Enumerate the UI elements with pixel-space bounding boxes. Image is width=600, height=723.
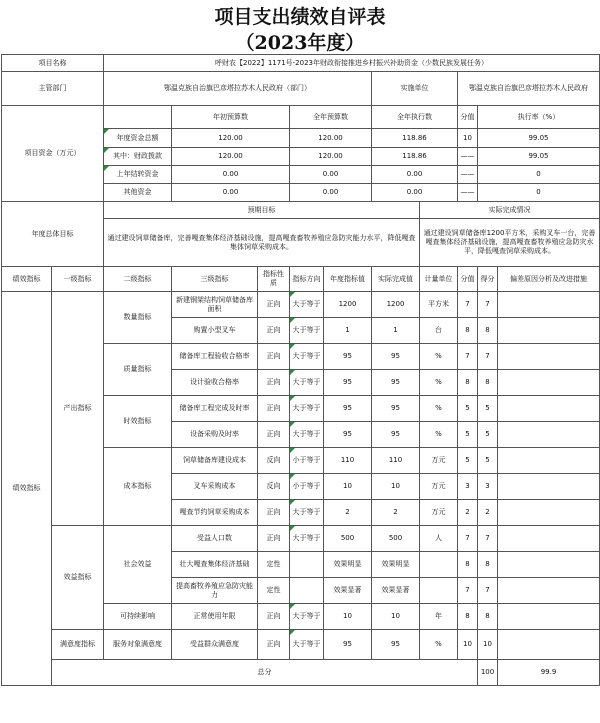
indicator-actual: 效果显著 [372,578,420,604]
funds-row-exec: 0.00 [372,184,458,202]
indicator-name: 正常使用年限 [172,604,258,630]
indicator-row [2,292,600,318]
funds-row-score: —— [458,184,478,202]
indicator-direction: 大于等于 [290,422,324,448]
indicator-unit: 年 [420,604,458,630]
indicator-target: 95 [324,630,372,660]
indicator-target: 500 [324,526,372,552]
indicator-actual: 110 [372,448,420,474]
indicator-target: 110 [324,448,372,474]
indicator-grade: 2 [478,500,498,526]
indicator-note [498,552,600,578]
indicator-target: 95 [324,370,372,396]
indicator-header-perf: 绩效指标 [2,267,52,292]
funds-row-budget-year: 0.00 [172,166,290,184]
funds-header-rate: 执行率（%） [478,106,600,129]
indicator-score: 7 [458,578,478,604]
funds-row-exec: 118.86 [372,129,458,148]
indicator-direction: 小于等于 [290,474,324,500]
indicator-direction: 大于等于 [290,396,324,422]
level2-quality: 质量指标 [104,344,172,396]
funds-row-budget-year: 120.00 [172,129,290,148]
funds-header-row [2,106,600,129]
indicator-target: 95 [324,344,372,370]
indicator-name: 新建钢架结构饲草储备库面积 [172,292,258,318]
dept-value: 鄂温克族自治旗巴彦塔拉苏木人民政府（部门） [104,72,372,106]
indicator-name: 储备库工程验收合格率 [172,344,258,370]
funds-header-score: 分值 [458,106,478,129]
indicator-nature: 正向 [258,292,290,318]
funds-row-name: 其中：财政拨款 [104,148,172,166]
indicator-target: 95 [324,396,372,422]
project-name-row [2,55,600,72]
funds-row-budget-full: 120.00 [290,129,372,148]
indicator-name: 购置小型叉车 [172,318,258,344]
level2-service: 服务对象满意度 [104,630,172,660]
indicator-score: 8 [458,552,478,578]
indicator-target: 1 [324,318,372,344]
indicator-target: 效果明显 [324,552,372,578]
indicator-grade: 7 [478,344,498,370]
indicator-note [498,578,600,604]
unit-label: 实施单位 [372,72,458,106]
indicator-unit: 台 [420,318,458,344]
level2-cost: 成本指标 [104,448,172,526]
goals-expected-label: 预期目标 [104,202,420,219]
indicator-score: 8 [458,318,478,344]
level2-sustainable: 可持续影响 [104,604,172,630]
indicator-direction: 大于等于 [290,370,324,396]
funds-label: 项目资金（万元） [2,106,104,202]
indicator-nature: 正向 [258,422,290,448]
indicator-grade: 8 [478,604,498,630]
indicator-actual: 1 [372,318,420,344]
total-label: 总分 [52,660,478,686]
indicator-unit: % [420,396,458,422]
indicator-name: 受益人口数 [172,526,258,552]
indicator-score: 8 [458,604,478,630]
goals-actual-label: 实际完成情况 [420,202,600,219]
indicator-header-nature: 指标性质 [258,267,290,292]
funds-row-budget-year: 0.00 [172,184,290,202]
indicator-actual: 1200 [372,292,420,318]
level2-social: 社会效益 [104,526,172,604]
indicator-header-level3: 三级指标 [172,267,258,292]
indicator-note [498,370,600,396]
indicator-score: 7 [458,344,478,370]
indicator-header-level1: 一级指标 [52,267,104,292]
indicator-grade: 5 [478,396,498,422]
indicator-grade: 7 [478,292,498,318]
indicator-target: 效果显著 [324,578,372,604]
indicator-name: 提高畜牧养殖应急防灾能力 [172,578,258,604]
indicator-target: 2 [324,500,372,526]
indicator-grade: 5 [478,448,498,474]
unit-value: 鄂温克族自治旗巴彦塔拉苏木人民政府 [458,72,600,106]
indicator-target: 95 [324,422,372,448]
indicator-unit: % [420,344,458,370]
indicator-note [498,396,600,422]
indicator-unit [420,578,458,604]
indicator-direction: 大于等于 [290,344,324,370]
indicator-nature: 正向 [258,630,290,660]
funds-row-rate: 99.05 [478,148,600,166]
goals-actual: 通过建设饲草储备库1200平方米，采购叉车一台，完善嘎查集体经济基础设施，提高嘎查畜牧养殖应急防灾水平，降低嘎查饲草采购成本。 [420,219,600,267]
indicator-note [498,500,600,526]
total-row [2,660,600,686]
indicator-header-row [2,267,600,292]
indicator-actual: 95 [372,396,420,422]
funds-row-name: 其他资金 [104,184,172,202]
indicator-unit: 万元 [420,448,458,474]
indicator-name: 壮大嘎查集体经济基础 [172,552,258,578]
indicator-score: 3 [458,474,478,500]
indicator-name: 饲草储备库建设成本 [172,448,258,474]
indicator-header-target: 年度指标值 [324,267,372,292]
indicator-actual: 10 [372,474,420,500]
indicator-nature: 正向 [258,344,290,370]
funds-row-exec: 118.86 [372,148,458,166]
level0-perf: 绩效指标 [2,292,52,686]
indicator-note [498,474,600,500]
funds-row-rate: 0 [478,166,600,184]
indicator-name: 设备采购及时率 [172,422,258,448]
funds-row-name: 年度资金总额 [104,129,172,148]
indicator-note [498,318,600,344]
indicator-actual: 95 [372,630,420,660]
indicator-nature: 反向 [258,448,290,474]
indicator-grade: 8 [478,318,498,344]
indicator-direction: 大于等于 [290,630,324,660]
indicator-unit: % [420,422,458,448]
funds-header-budget-year: 年初预算数 [172,106,290,129]
indicator-unit: 万元 [420,500,458,526]
indicator-target: 1200 [324,292,372,318]
indicator-note [498,448,600,474]
indicator-grade: 7 [478,578,498,604]
dept-label: 主管部门 [2,72,104,106]
indicator-grade: 10 [478,630,498,660]
indicator-actual: 效果明显 [372,552,420,578]
indicator-name: 叉车采购成本 [172,474,258,500]
indicator-score: 7 [458,526,478,552]
indicator-nature: 正向 [258,396,290,422]
dept-row [2,72,600,106]
indicator-nature: 正向 [258,318,290,344]
indicator-grade: 8 [478,552,498,578]
indicator-direction: 大于等于 [290,604,324,630]
indicator-actual: 10 [372,604,420,630]
project-name-value: 呼财农【2022】1171号-2023年财政衔接推进乡村振兴补助资金（少数民族发展任务） [104,55,600,72]
total-grade: 99.9 [498,660,600,686]
funds-row-rate: 99.05 [478,129,600,148]
level1-effect: 效益指标 [52,526,104,630]
funds-row-exec: 0.00 [372,166,458,184]
indicator-row [2,526,600,552]
indicator-nature: 正向 [258,604,290,630]
level2-quantity: 数量指标 [104,292,172,344]
indicator-actual: 500 [372,526,420,552]
indicator-score: 5 [458,422,478,448]
indicator-direction: 大于等于 [290,526,324,552]
funds-row-budget-full: 0.00 [290,184,372,202]
indicator-note [498,526,600,552]
indicator-unit: % [420,630,458,660]
goals-header-row [2,202,600,219]
indicator-nature: 正向 [258,500,290,526]
indicator-grade: 3 [478,474,498,500]
page-title: 项目支出绩效自评表 [214,6,386,28]
indicator-actual: 95 [372,422,420,448]
indicator-unit [420,552,458,578]
funds-row-score: —— [458,148,478,166]
indicator-name: 设计验收合格率 [172,370,258,396]
indicator-note [498,604,600,630]
indicator-target: 10 [324,474,372,500]
project-name-label: 项目名称 [2,55,104,72]
funds-row-budget-full: 120.00 [290,148,372,166]
indicator-target: 10 [324,604,372,630]
goals-expected: 通过建设饲草储备库，完善嘎查集体经济基础设施，提高嘎查畜牧养殖应急防灾能力水平，降低嘎查集体饲草采购成本。 [104,219,420,267]
indicator-direction: 大于等于 [290,500,324,526]
indicator-score: 2 [458,500,478,526]
indicator-note [498,292,600,318]
level2-time: 时效指标 [104,396,172,448]
funds-row-score: —— [458,166,478,184]
indicator-score: 10 [458,630,478,660]
evaluation-table [1,54,600,686]
indicator-note [498,630,600,660]
indicator-name: 储备库工程完成及时率 [172,396,258,422]
indicator-nature: 正向 [258,526,290,552]
indicator-nature: 定性 [258,578,290,604]
indicator-score: 8 [458,370,478,396]
goals-label: 年度总体目标 [2,202,104,267]
indicator-header-direction: 指标方向 [290,267,324,292]
indicator-direction [290,552,324,578]
indicator-score: 5 [458,448,478,474]
indicator-direction: 小于等于 [290,448,324,474]
indicator-unit: % [420,370,458,396]
total-score: 100 [478,660,498,686]
indicator-note [498,422,600,448]
indicator-unit: 平方米 [420,292,458,318]
funds-row-budget-full: 0.00 [290,166,372,184]
indicator-name: 受益群众满意度 [172,630,258,660]
level1-output: 产出指标 [52,292,104,526]
indicator-direction: 大于等于 [290,318,324,344]
indicator-header-level2: 二级指标 [104,267,172,292]
indicator-nature: 正向 [258,370,290,396]
funds-row-score: 10 [458,129,478,148]
indicator-nature: 反向 [258,474,290,500]
indicator-grade: 7 [478,526,498,552]
indicator-name: 嘎查节约饲草采购成本 [172,500,258,526]
indicator-grade: 5 [478,422,498,448]
indicator-header-note: 偏差原因分析及改进措施 [498,267,600,292]
indicator-direction [290,578,324,604]
indicator-header-score: 分值 [458,267,478,292]
funds-row-name: 上年结转资金 [104,166,172,184]
indicator-score: 7 [458,292,478,318]
indicator-actual: 2 [372,500,420,526]
indicator-note [498,344,600,370]
indicator-unit: 万元 [420,474,458,500]
indicator-actual: 95 [372,344,420,370]
indicator-row [2,630,600,660]
indicator-nature: 定性 [258,552,290,578]
funds-row-budget-year: 120.00 [172,148,290,166]
page-year: （2023年度） [235,32,365,54]
indicator-header-grade: 得分 [478,267,498,292]
indicator-direction: 大于等于 [290,292,324,318]
level1-satisfaction: 满意度指标 [52,630,104,660]
funds-header-exec: 全年执行数 [372,106,458,129]
indicator-score: 5 [458,396,478,422]
indicator-header-actual: 实际完成值 [372,267,420,292]
indicator-unit: 人 [420,526,458,552]
funds-row-rate: 0 [478,184,600,202]
indicator-actual: 95 [372,370,420,396]
funds-header-budget-full: 全年预算数 [290,106,372,129]
indicator-header-unit: 计量单位 [420,267,458,292]
indicator-grade: 8 [478,370,498,396]
